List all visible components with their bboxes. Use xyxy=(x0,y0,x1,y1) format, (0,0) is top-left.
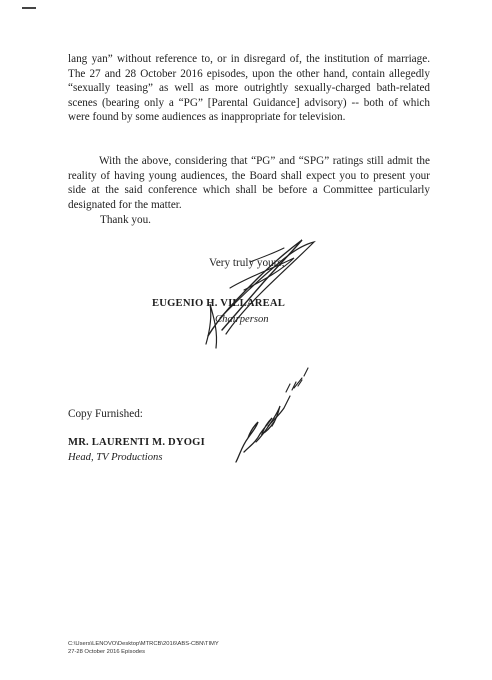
body-paragraph-2: With the above, considering that “PG” and “SPG” ratings still admit the reality of having young audiences, the Board shall expect you to present your side at the said conference which shall be before a Committee particularly designated for the matter. xyxy=(68,155,430,211)
recipient-title: Head, TV Productions xyxy=(68,452,163,463)
copy-furnished-label: Copy Furnished: xyxy=(68,408,143,420)
signer-name: EUGENIO H. VILLAREAL xyxy=(152,298,286,309)
received-initials-and-date xyxy=(228,362,312,470)
document-footer xyxy=(68,641,219,656)
complimentary-close: Very truly yours, xyxy=(209,257,285,269)
handwritten-signature xyxy=(190,218,320,358)
thank-you-line: Thank you. xyxy=(100,214,151,226)
signer-title: Chairperson xyxy=(215,314,269,325)
body-paragraph-1: lang yan” without reference to, or in disregard of, the institution of marriage. The 27 and 28 October 2016 episodes, upon the other hand, contain allegedly “sexually teasing” as well as more outrightly sexually-charged bath-related scenes (bearing only a “PG” [Parental Guidance] advisory) -- both of which were found by some audiences as inappropriate for television. xyxy=(68,53,430,124)
footer-file-path: C:\Users\LENOVO\Desktop\MTRCB\2016\ABS-CBN\TIMY xyxy=(68,641,219,647)
recipient-name: MR. LAURENTI M. DYOGI xyxy=(68,437,205,448)
page-corner-mark xyxy=(22,0,36,9)
footer-subject: 27-28 October 2016 Episodes xyxy=(68,648,146,655)
